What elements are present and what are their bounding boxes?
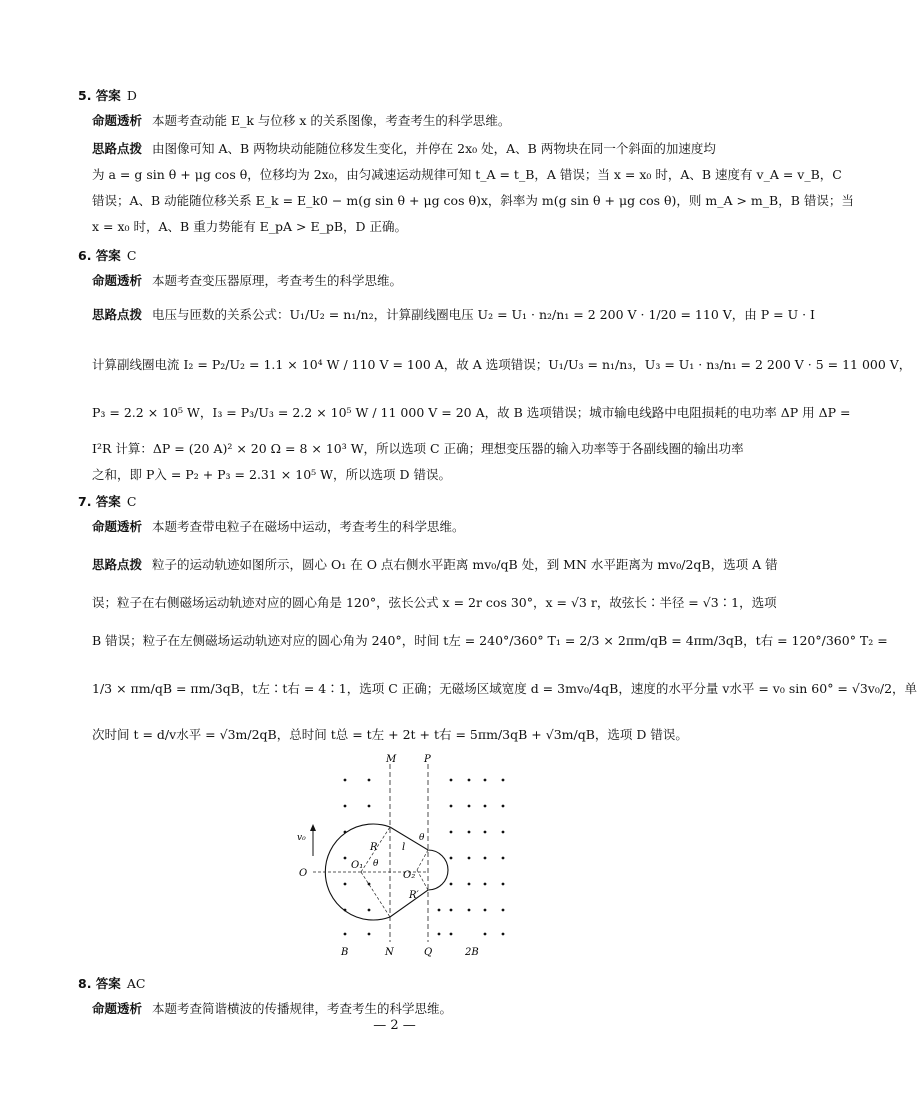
q7-hint-text-4: 次时间 t = d/v水平 = √3m/2qB，总时间 t总 = t左 + 2t + t右 = 5πm/3qB + √3m/qB，选项 D 错误。 [92,727,688,742]
label-p: P [424,754,431,765]
q6-hint-label: 思路点拨 [92,307,143,322]
q7-header [78,492,136,510]
q7-intent-text: 本题考查带电粒子在磁场中运动，考查考生的科学思维。 [152,519,465,534]
q5-hint-text-2: 错误；A、B 动能随位移关系 E_k = E_k0 − m(g sin θ + μg cos θ)x，斜率为 m(g sin θ + μg cos θ)，则 m_A > m_B，B 错误；当 [92,193,854,208]
q5-intent-label: 命题透析 [92,113,143,128]
q6-hint-line-4 [92,466,719,484]
q6-hint-line-1 [92,356,912,374]
q5-hint-text-3: x = x₀ 时，A、B 重力势能有 E_pA > E_pB，D 正确。 [92,219,408,234]
q6-hint-line-0 [92,306,815,324]
q6-hint-text-3: I²R 计算：ΔP = (20 A)² × 20 Ω = 8 × 10³ W，所以选项 C 正确；理想变压器的输入功率等于各副线圈的输出功率 [92,441,744,456]
label-l: l [402,842,406,853]
label-r: R [370,842,378,853]
label-rprime: R′ [409,890,419,901]
label-o1: O₁ [351,860,364,871]
q5-intent [92,112,719,130]
q5-intent-text: 本题考查动能 E_k 与位移 x 的关系图像，考查考生的科学思维。 [152,113,511,128]
q5-hint-line-2 [92,192,854,210]
q7-answer: C [126,494,137,509]
q6-header [78,246,136,264]
q8-intent-label: 命题透析 [92,1001,143,1016]
v0-arrowhead [310,824,316,831]
radius-rprime-line [417,850,428,870]
label-q: Q [424,947,433,958]
q5-header [78,86,137,104]
q7-intent [92,518,719,536]
q6-hint-line-2 [92,404,851,422]
page-number: — 2 — [373,1018,416,1033]
q6-intent-label: 命题透析 [92,273,143,288]
q7-hint-line-4 [92,726,719,744]
q5-hint-line-3 [92,218,719,236]
q8-intent-text: 本题考查简谐横波的传播规律，考查考生的科学思维。 [152,1001,453,1016]
q7-hint-line-2 [92,632,888,650]
q6-intent-text: 本题考查变压器原理，考查考生的科学思维。 [152,273,403,288]
label-b: B [341,947,349,958]
q6-number: 6. 答案 [78,248,121,263]
q6-hint-text-0: 电压与匝数的关系公式：U₁/U₂ = n₁/n₂，计算副线圈电压 U₂ = U₁ · n₂/n₁ = 2 200 V · 1/20 = 110 V，由 P = U · I [152,307,815,322]
q7-hint-line-0 [92,556,778,574]
q8-intent [92,1000,719,1018]
q5-hint-label: 思路点拨 [92,141,143,156]
label-theta-2: θ [419,833,425,843]
q7-hint-text-2: B 错误；粒子在左侧磁场运动轨迹对应的圆心角为 240°，时间 t左 = 240°/360° T₁ = 2/3 × 2πm/qB = 4πm/3qB，t右 = 120°/360° T₂ = [92,633,888,648]
right-field-dots [438,779,505,936]
q8-number: 8. 答案 [78,976,121,991]
q8-header [78,974,145,992]
q7-number: 7. 答案 [78,494,121,509]
magnetic-field-figure [285,752,525,962]
q6-hint-text-1: 计算副线圈电流 I₂ = P₂/U₂ = 1.1 × 10⁴ W / 110 V = 100 A，故 A 选项错误；U₁/U₃ = n₁/n₃，U₃ = U₁ · n₃/n₁ = 2 200 V · 5 = 11 000 V， [92,357,912,372]
q7-hint-line-1 [92,594,777,612]
radius-rprime-lower-line [417,870,428,890]
label-2b: 2B [465,947,479,958]
label-v0: v₀ [297,833,306,843]
label-n: N [385,947,394,958]
q7-hint-line-3 [92,680,917,698]
q7-hint-text-3: 1/3 × πm/qB = πm/3qB，t左∶t右 = 4∶1，选项 C 正确；无磁场区域宽度 d = 3mv₀/4qB，速度的水平分量 v水平 = v₀ sin 60° = √3v₀/2，单 [92,681,917,696]
q7-hint-label: 思路点拨 [92,557,143,572]
q6-hint-line-3 [92,440,744,458]
q5-hint-text-1: 为 a = g sin θ + μg cos θ，位移均为 2x₀，由匀减速运动规律可知 t_A = t_B，A 错误；当 x = x₀ 时，A、B 速度有 v_A = v_B，C [92,167,842,182]
label-o: O [299,868,308,879]
q6-intent [92,272,719,290]
left-field-dots [344,779,371,936]
label-o2: O₂ [403,870,416,881]
q6-answer: C [126,248,137,263]
q7-intent-label: 命题透析 [92,519,143,534]
q5-number: 5. 答案 [78,88,121,103]
label-theta-1: θ [373,859,379,869]
q6-hint-text-2: P₃ = 2.2 × 10⁵ W，I₃ = P₃/U₃ = 2.2 × 10⁵ W / 11 000 V = 20 A，故 B 选项错误；城市输电线路中电阻损耗的电功率 ΔP 用 ΔP = [92,405,851,420]
radius-r-lower-line [361,872,390,917]
q5-hint-text-0: 由图像可知 A、B 两物块动能随位移发生变化，并停在 2x₀ 处，A、B 两物块在同一个斜面的加速度均 [152,141,716,156]
q6-hint-text-4: 之和，即 P入 = P₂ + P₃ = 2.31 × 10⁵ W，所以选项 D 错误。 [92,467,451,482]
label-m: M [386,754,397,765]
q5-answer: D [126,88,137,103]
q5-hint-line-1 [92,166,842,184]
q5-hint-line-0 [92,140,719,158]
q7-hint-text-1: 误；粒子在右侧磁场运动轨迹对应的圆心角是 120°，弦长公式 x = 2r cos 30°，x = √3 r，故弦长∶半径 = √3∶1，选项 [92,595,777,610]
q7-hint-text-0: 粒子的运动轨迹如图所示，圆心 O₁ 在 O 点右侧水平距离 mv₀/qB 处，到 MN 水平距离为 mv₀/2qB，选项 A 错 [152,557,778,572]
q8-answer: AC [126,976,146,991]
